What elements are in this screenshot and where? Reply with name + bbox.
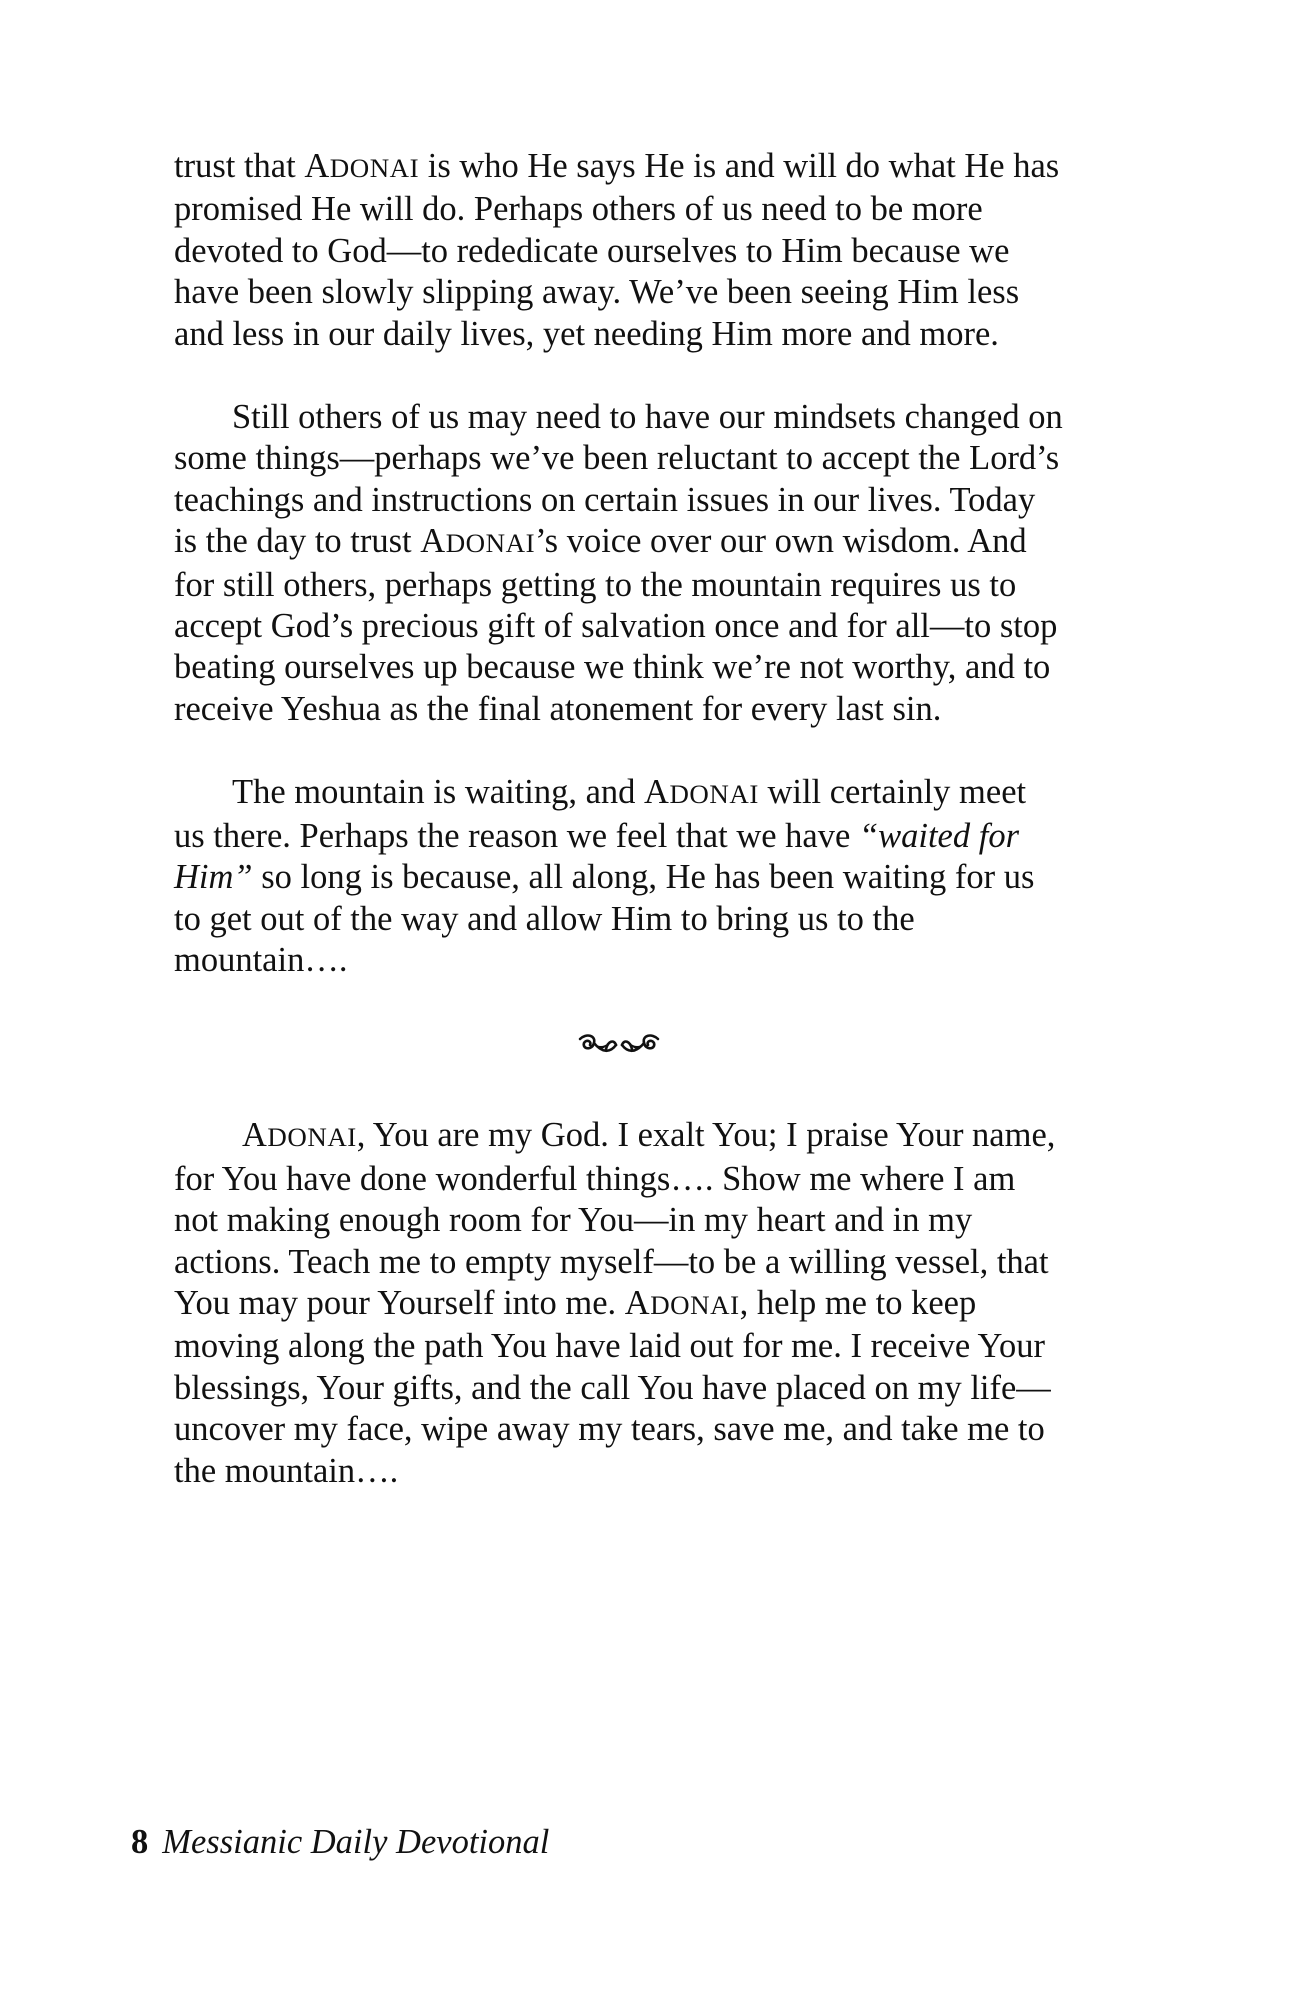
paragraph-2 bbox=[174, 397, 1064, 730]
smallcaps-initial: A bbox=[420, 522, 446, 561]
text-run: , You are my God. I exalt You; I praise Your name, for You have done wonderful things…. Show me where I am not making enough room for You—in my heart and in my actions. Teach me to empty myself—to be a willing vessel, that You may pour Yourself into me. bbox=[174, 1116, 1056, 1322]
page-body bbox=[174, 146, 1064, 1534]
smallcaps-rest: DONAI bbox=[267, 1122, 357, 1153]
adonai-smallcaps bbox=[242, 1116, 357, 1155]
fleuron-pair-icon bbox=[174, 1023, 1064, 1063]
quote-italic: “waited for Him” bbox=[174, 816, 1020, 897]
paragraph-1 bbox=[174, 146, 1064, 355]
page-number: 8 bbox=[131, 1823, 149, 1861]
smallcaps-initial: A bbox=[644, 773, 670, 812]
text-run: ’s voice over our own wisdom. And for still others, perhaps getting to the mountain requires us to accept God’s precious gift of salvation once and for all—to stop beating ourselves up because we think we’re not worthy, and to receive Yeshua as the final atonement for every last sin. bbox=[174, 522, 1058, 728]
smallcaps-initial: A bbox=[624, 1283, 651, 1322]
smallcaps-rest: DONAI bbox=[329, 153, 420, 183]
text-run: will certainly meet us there. Perhaps the reason we feel that we have bbox=[174, 773, 1027, 855]
smallcaps-rest: DONAI bbox=[650, 1289, 740, 1320]
adonai-smallcaps bbox=[624, 1283, 740, 1322]
text-run: , help me to keep moving along the path You have laid out for me. I receive Your blessings, Your gifts, and the call You have placed on my life—uncover my face, wipe away my tears, save me, and take me to the mountain…. bbox=[174, 1283, 1051, 1490]
book-title: Messianic Daily Devotional bbox=[162, 1823, 550, 1861]
text-run: The mountain is waiting, and bbox=[232, 773, 645, 812]
smallcaps-rest: DONAI bbox=[669, 779, 759, 810]
adonai-smallcaps bbox=[420, 522, 536, 561]
paragraph-3 bbox=[174, 772, 1064, 981]
text-run: so long is because, all along, He has been waiting for us to get out of the way and allow Him to bring us to the mountain…. bbox=[174, 858, 1035, 979]
smallcaps-rest: DONAI bbox=[445, 528, 536, 559]
adonai-smallcaps bbox=[304, 147, 420, 185]
smallcaps-initial: A bbox=[242, 1116, 268, 1155]
text-run: trust that bbox=[174, 147, 305, 185]
text-run: Still others of us may need to have our mindsets changed on some things—perhaps we’ve been reluctant to accept the Lord’s teachings and instructions on certain issues in our lives. Today is the day to trust bbox=[174, 398, 1063, 561]
smallcaps-initial: A bbox=[304, 147, 330, 185]
adonai-smallcaps bbox=[644, 773, 759, 812]
prayer-paragraph bbox=[174, 1115, 1064, 1492]
page-footer bbox=[131, 1822, 549, 1862]
text-run: is who He says He is and will do what He has promised He will do. Perhaps others of us need to be more devoted to God—to rededicate ourselves to Him because we have been slowly slipping away. We’ve been seeing Him less and less in our daily lives, yet needing Him more and more. bbox=[174, 147, 1060, 353]
